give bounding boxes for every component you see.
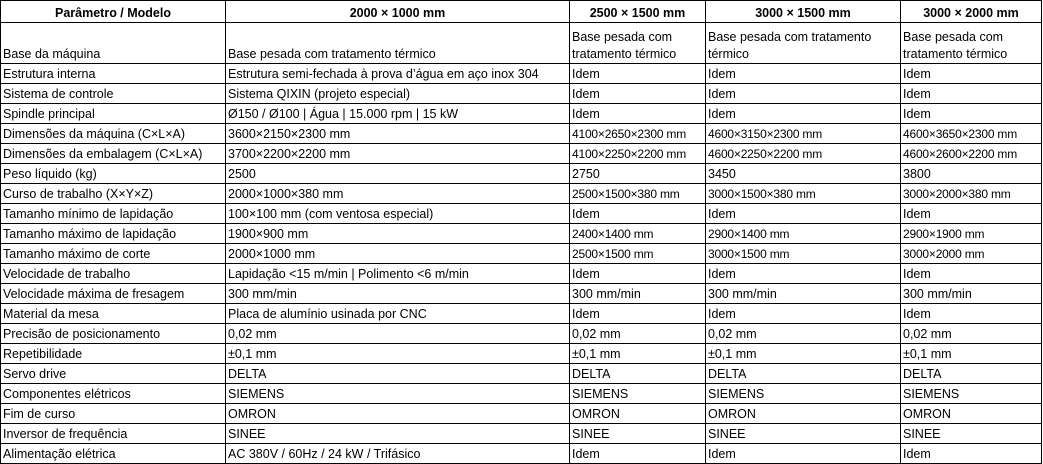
- value-cell: Idem: [570, 64, 706, 84]
- value-cell: Placa de alumínio usinada por CNC: [226, 304, 570, 324]
- parameter-cell: Repetibilidade: [1, 344, 226, 364]
- value-cell: Idem: [901, 444, 1042, 464]
- value-cell: Base pesada com tratamento térmico: [706, 23, 901, 64]
- parameter-cell: Base da máquina: [1, 23, 226, 64]
- value-cell: 3800: [901, 164, 1042, 184]
- table-row: [1, 264, 1042, 284]
- value-cell: 2900×1900 mm: [901, 224, 1042, 244]
- value-cell: Idem: [706, 64, 901, 84]
- table-row: [1, 64, 1042, 84]
- value-cell: SIEMENS: [570, 384, 706, 404]
- value-cell: SINEE: [706, 424, 901, 444]
- parameter-cell: Dimensões da embalagem (C×L×A): [1, 144, 226, 164]
- value-cell: OMRON: [226, 404, 570, 424]
- table-row: [1, 404, 1042, 424]
- value-cell: ±0,1 mm: [706, 344, 901, 364]
- value-cell: Lapidação <15 m/min | Polimento <6 m/min: [226, 264, 570, 284]
- parameter-cell: Precisão de posicionamento: [1, 324, 226, 344]
- value-cell: OMRON: [901, 404, 1042, 424]
- value-cell: Idem: [901, 84, 1042, 104]
- value-cell: Idem: [570, 444, 706, 464]
- table-row: [1, 84, 1042, 104]
- table-row: [1, 444, 1042, 464]
- parameter-cell: Tamanho máximo de corte: [1, 244, 226, 264]
- table-row: [1, 224, 1042, 244]
- value-cell: ±0,1 mm: [570, 344, 706, 364]
- value-cell: Idem: [901, 264, 1042, 284]
- table-row: [1, 304, 1042, 324]
- value-cell: Idem: [706, 204, 901, 224]
- value-cell: 0,02 mm: [226, 324, 570, 344]
- value-cell: Idem: [901, 204, 1042, 224]
- value-cell: 2900×1400 mm: [706, 224, 901, 244]
- parameter-cell: Inversor de frequência: [1, 424, 226, 444]
- parameter-cell: Velocidade máxima de fresagem: [1, 284, 226, 304]
- value-cell: Idem: [901, 304, 1042, 324]
- parameter-cell: Alimentação elétrica: [1, 444, 226, 464]
- value-cell: 300 mm/min: [901, 284, 1042, 304]
- value-cell: DELTA: [901, 364, 1042, 384]
- parameter-cell: Fim de curso: [1, 404, 226, 424]
- value-cell: 2500×1500 mm: [570, 244, 706, 264]
- value-cell: Idem: [706, 84, 901, 104]
- value-cell: Idem: [570, 84, 706, 104]
- table-row: [1, 424, 1042, 444]
- table-body: [1, 23, 1042, 464]
- value-cell: 0,02 mm: [706, 324, 901, 344]
- parameter-cell: Peso líquido (kg): [1, 164, 226, 184]
- value-cell: DELTA: [570, 364, 706, 384]
- value-cell: 300 mm/min: [706, 284, 901, 304]
- parameter-cell: Servo drive: [1, 364, 226, 384]
- value-cell: 3700×2200×2200 mm: [226, 144, 570, 164]
- value-cell: SINEE: [901, 424, 1042, 444]
- table-row: [1, 184, 1042, 204]
- parameter-cell: Curso de trabalho (X×Y×Z): [1, 184, 226, 204]
- table-row: [1, 364, 1042, 384]
- parameter-cell: Tamanho máximo de lapidação: [1, 224, 226, 244]
- value-cell: Idem: [706, 444, 901, 464]
- value-cell: 1900×900 mm: [226, 224, 570, 244]
- value-cell: 4600×3650×2300 mm: [901, 124, 1042, 144]
- table-row: [1, 204, 1042, 224]
- value-cell: 3000×2000×380 mm: [901, 184, 1042, 204]
- value-cell: 2750: [570, 164, 706, 184]
- value-cell: DELTA: [226, 364, 570, 384]
- parameter-cell: Velocidade de trabalho: [1, 264, 226, 284]
- header-cell-2500x1500: 2500 × 1500 mm: [570, 1, 706, 23]
- value-cell: 0,02 mm: [570, 324, 706, 344]
- value-cell: Idem: [901, 64, 1042, 84]
- value-cell: Base pesada com tratamento térmico: [901, 23, 1042, 64]
- header-cell-2000x1000: 2000 × 1000 mm: [226, 1, 570, 23]
- value-cell: 300 mm/min: [226, 284, 570, 304]
- value-cell: 4600×2250×2200 mm: [706, 144, 901, 164]
- value-cell: Idem: [570, 264, 706, 284]
- value-cell: Estrutura semi-fechada à prova d’água em aço inox 304: [226, 64, 570, 84]
- value-cell: 0,02 mm: [901, 324, 1042, 344]
- table-row: [1, 244, 1042, 264]
- header-cell-3000x2000: 3000 × 2000 mm: [901, 1, 1042, 23]
- value-cell: 300 mm/min: [570, 284, 706, 304]
- header-cell-3000x1500: 3000 × 1500 mm: [706, 1, 901, 23]
- value-cell: SINEE: [226, 424, 570, 444]
- header-cell-parameter: Parâmetro / Modelo: [1, 1, 226, 23]
- value-cell: Idem: [570, 104, 706, 124]
- value-cell: 2500: [226, 164, 570, 184]
- value-cell: AC 380V / 60Hz / 24 kW / Trifásico: [226, 444, 570, 464]
- value-cell: Idem: [706, 264, 901, 284]
- value-cell: Idem: [901, 104, 1042, 124]
- value-cell: 4600×2600×2200 mm: [901, 144, 1042, 164]
- value-cell: ±0,1 mm: [901, 344, 1042, 364]
- parameter-cell: Componentes elétricos: [1, 384, 226, 404]
- value-cell: SIEMENS: [706, 384, 901, 404]
- value-cell: 2400×1400 mm: [570, 224, 706, 244]
- table-row: [1, 384, 1042, 404]
- value-cell: Idem: [570, 304, 706, 324]
- value-cell: Idem: [570, 204, 706, 224]
- value-cell: ±0,1 mm: [226, 344, 570, 364]
- value-cell: Base pesada com tratamento térmico: [226, 23, 570, 64]
- value-cell: SIEMENS: [901, 384, 1042, 404]
- parameter-cell: Dimensões da máquina (C×L×A): [1, 124, 226, 144]
- value-cell: SINEE: [570, 424, 706, 444]
- table-row: [1, 324, 1042, 344]
- header-row: [1, 1, 1042, 23]
- parameter-cell: Spindle principal: [1, 104, 226, 124]
- value-cell: Ø150 / Ø100 | Água | 15.000 rpm | 15 kW: [226, 104, 570, 124]
- table-row: [1, 284, 1042, 304]
- parameter-cell: Estrutura interna: [1, 64, 226, 84]
- parameter-cell: Material da mesa: [1, 304, 226, 324]
- value-cell: DELTA: [706, 364, 901, 384]
- value-cell: Sistema QIXIN (projeto especial): [226, 84, 570, 104]
- value-cell: 3450: [706, 164, 901, 184]
- value-cell: Base pesada com tratamento térmico: [570, 23, 706, 64]
- value-cell: 2000×1000 mm: [226, 244, 570, 264]
- table-row: [1, 124, 1042, 144]
- value-cell: 3000×1500 mm: [706, 244, 901, 264]
- table-row: [1, 23, 1042, 64]
- value-cell: 2000×1000×380 mm: [226, 184, 570, 204]
- value-cell: OMRON: [706, 404, 901, 424]
- table-row: [1, 104, 1042, 124]
- value-cell: 3600×2150×2300 mm: [226, 124, 570, 144]
- parameter-cell: Sistema de controle: [1, 84, 226, 104]
- value-cell: 2500×1500×380 mm: [570, 184, 706, 204]
- value-cell: 4100×2250×2200 mm: [570, 144, 706, 164]
- value-cell: 3000×2000 mm: [901, 244, 1042, 264]
- value-cell: OMRON: [570, 404, 706, 424]
- value-cell: 4600×3150×2300 mm: [706, 124, 901, 144]
- value-cell: Idem: [706, 304, 901, 324]
- value-cell: SIEMENS: [226, 384, 570, 404]
- value-cell: 4100×2650×2300 mm: [570, 124, 706, 144]
- value-cell: Idem: [706, 104, 901, 124]
- value-cell: 100×100 mm (com ventosa especial): [226, 204, 570, 224]
- table-row: [1, 144, 1042, 164]
- table-row: [1, 164, 1042, 184]
- table-row: [1, 344, 1042, 364]
- value-cell: 3000×1500×380 mm: [706, 184, 901, 204]
- parameter-cell: Tamanho mínimo de lapidação: [1, 204, 226, 224]
